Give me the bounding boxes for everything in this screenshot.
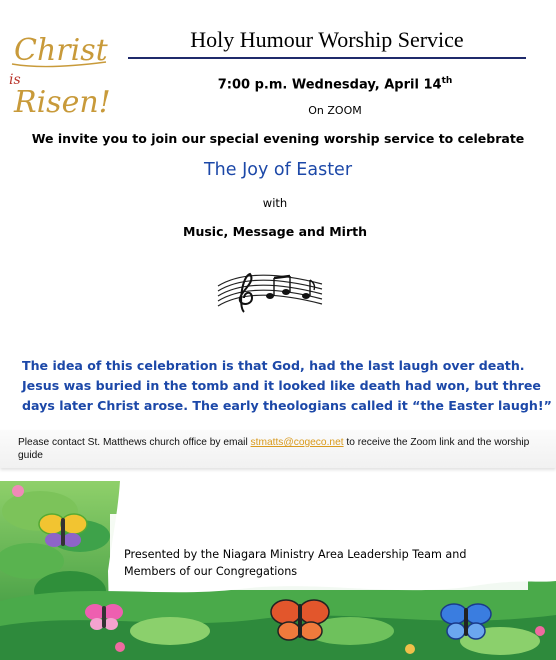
event-platform: On ZOOM (308, 104, 362, 117)
email-link[interactable]: stmatts@cogeco.net (250, 437, 344, 448)
logo-line-1: Christ (14, 33, 108, 68)
contact-text-before: Please contact St. Matthews church office by email (18, 437, 251, 448)
contact-text (18, 436, 554, 462)
event-datetime-text: 7:00 p.m. Wednesday, April 14 (217, 77, 442, 93)
logo-line-3: Risen! (14, 85, 111, 120)
event-datetime (150, 76, 520, 92)
butterfly-icon (270, 598, 330, 644)
theme-heading: The Joy of Easter (203, 160, 353, 180)
presented-line: Members of our Congregations (124, 565, 298, 578)
butterfly-icon (84, 602, 124, 632)
contact-text-after: to receive the Zoom link and the worship guide (18, 437, 530, 461)
page-title: Holy Humour Worship Service (190, 27, 464, 52)
paragraph-line: The idea of this celebration is that God, had the last laugh over death. (22, 358, 525, 373)
features-text: Music, Message and Mirth (183, 224, 367, 239)
paragraph-line: days later Christ arose. The early theologians called it “the Easter laugh!” (22, 398, 552, 413)
butterfly-icon (440, 602, 492, 642)
event-date-ordinal: th (441, 76, 453, 86)
title-underline (128, 57, 526, 59)
presented-line: Presented by the Niagara Ministry Area Leadership Team and (124, 548, 467, 561)
butterfly-icon (38, 512, 88, 550)
easter-laugh-paragraph (22, 356, 552, 416)
presented-by-text (124, 546, 528, 580)
paragraph-line: Jesus was buried in the tomb and it looked like death had won, but three (22, 378, 541, 393)
music-notes-icon (214, 266, 326, 318)
connector-text: with (262, 196, 288, 210)
invitation-text: We invite you to join our special evening worship service to celebrate (31, 131, 525, 146)
christ-is-risen-logo (6, 24, 124, 124)
logo-line-2: is (9, 72, 21, 88)
